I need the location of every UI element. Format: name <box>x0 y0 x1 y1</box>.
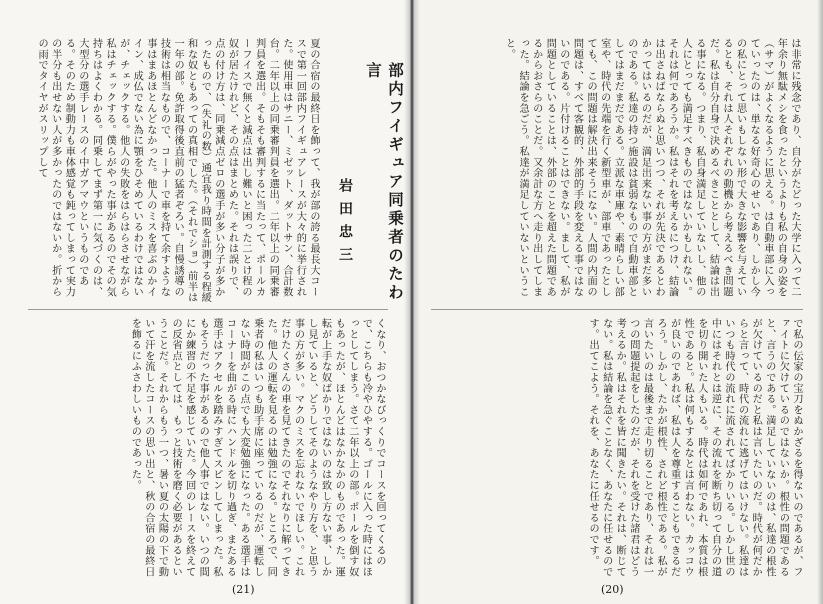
page-number-left: (21) <box>232 583 255 596</box>
left-lower-text-block: くなり、おつかなびっくりでコースを回ってくるので、こちらも冷やひやする。ゴールに入った時にはほっとしてしまう。さて二年以上の部。ポールを倒す奴もあったが、ほとんどはなかなかのものであった。運転が上手な奴ばかりではないのは致し方ない事、しかし見ていると、どうしてそのようなやり方を、と思う事の方が多い。マクのミスを忘れないでほしい。これだけたくさんの車を見てきたのでそれなりに解ってきた。他人の運転を見るのは勉強になる。ところで、同乗者の私はいつも助手席に座っているのだが、運転しない時間がこの点でも大変勉強になった。ある選手はコーナーを曲がる時にハンドルを切り過ぎ、またある選手はアクセルを踏みすぎてスピンしてしまった。私もそうだった事があるので他人事ではない。いつの間にか練習の不足を感じていた。今回のレースを終えての反省点としては、もっと技術を磨く必要があるということだ。それからもう一つ、暑い夏の太陽の下で動いて汗を流したコースの思い出と、秋の合宿の最終日を飾るにふさわしいものであった。 <box>129 318 385 578</box>
article-title: 部内フイギュア同乗者のたわ言 <box>364 62 404 303</box>
book-gutter <box>404 0 420 604</box>
page-number-right: (20) <box>601 583 624 596</box>
page-edge-shadow <box>817 0 823 604</box>
section-divider <box>431 309 803 310</box>
left-page <box>0 0 410 604</box>
left-upper-text-block: 夏の合宿の最終日を飾って、我が部の誇る最長大コースで第一回部内フイギュアレースが大々的に挙行された。使用車はサニー、ミゼット、ダットサン、合計数台。二年以上の同乗審判員を選出。二年以上の同乗審判員を選出。そもそも審判するに当たって、ポールカーフイスで無くと減点は出し難いと困った二とけ程の奴が居たけれど、その点はまとめた。それは誤りで、点の付け方は、同乗減点ゼロの選手が多い分子が多かったもので、（失礼の数）通宜我り時間を計測する程緩和な奴ともあっての真相でした。（それでショ）前半は一年の部。免許取得後直前の猛者ぞろい。自慢誘導の技術は相当なもので、コーナーで車を持て余すような事はまあほとんどなかった。他人のミスを喜ぶのかイイン、成仏でない為に顎をひそめているわけではないが、チェックする。他人の失敗をはらはらさせながら私はチェックする。僕らがやった事があるのでその気持ちはよくわかる。同乗してまず第一に気づくのは、大型分の選手レースのイ中ガアマウというものである。そのため制動力も車体感覚も鈍ってしまって実力の半分も出せない人が多かったのではないか。折からの雨でタイヤがスリップして <box>36 38 319 303</box>
section-divider <box>28 309 388 310</box>
right-lower-text-block: で私の伝家の宝刀をぬかざるを得ないのであるが、ファイトに欠けているのではないか。根性の問題であると、言うのである。満足していないのは、私達の根性が欠けているのだと私は言いたいのだ。時代が何だからと言って、時代の流れに逃げてはいけない。私達はいつも時代の流れに流されてばかりいる。しかし世の中にはそれとは逆に、その流れを断ち切って自分の道を切り開いた人もいる。時代は如何であれ、本質は根性であると。私は何もするなとは言わない。カッコウが良いのであれば、私は人を尊重することもできるだろう。しかし、たかが根性、されど根性である。私が言いたいのは最後まで走り切ることであり、それは一つの問題提起をしたのだが、それを受けた諸君はどう考えるか。私はそれを皆に聞きたい。それは、断じてない。私は結論を急ぐことなく、あなたに任せるのです。出てこよう。それを、あなたに任せるのです。 <box>587 318 802 578</box>
right-page <box>413 0 823 604</box>
article-author: 岩田忠三 <box>337 178 353 270</box>
right-upper-text-block: は非常に残念であり、自分がたどった大学に入って二年余り無駄メシを食ったというよりも私の自身の姿を（サマ）がよくなるように思える。は自動車部に入っていったのは、単なる好奇心のせいであり、しかし今の私にとって思いもしない形で大きな影響を与えているとも、それは人それぞれの動機から考えるべき問題だ。私は自分自身で決めるべきこととして、結論は出る事になる。つまり、私自身満足していないし、他の人にとっても満足すべきものではないかもしれない。それは何であろうか。私はそれを考えるにつけ、結論は出さねばならぬと思いつつ、それが先決であるとわかってはいるのだが、満足出来ない事の方がまだ多いのである。私達の持つ施設は貧弱なもので自動車部としてはまだまだである。立派な車庫や、素晴らしい部室や、時代の先端を行く新型車が、部車であったとしても、この問題は解決出来そうにない。人間の内面の問題は、すべて客観的、外部的手段を変える事ではないのである。片付けることはできない。まして、私が問題としていることは、外部のことを超えた問題であるからおさらのことだ。又余計な方へ走り出してしまった。結論を急ごう。私達が満足していないということ。 <box>503 38 800 298</box>
